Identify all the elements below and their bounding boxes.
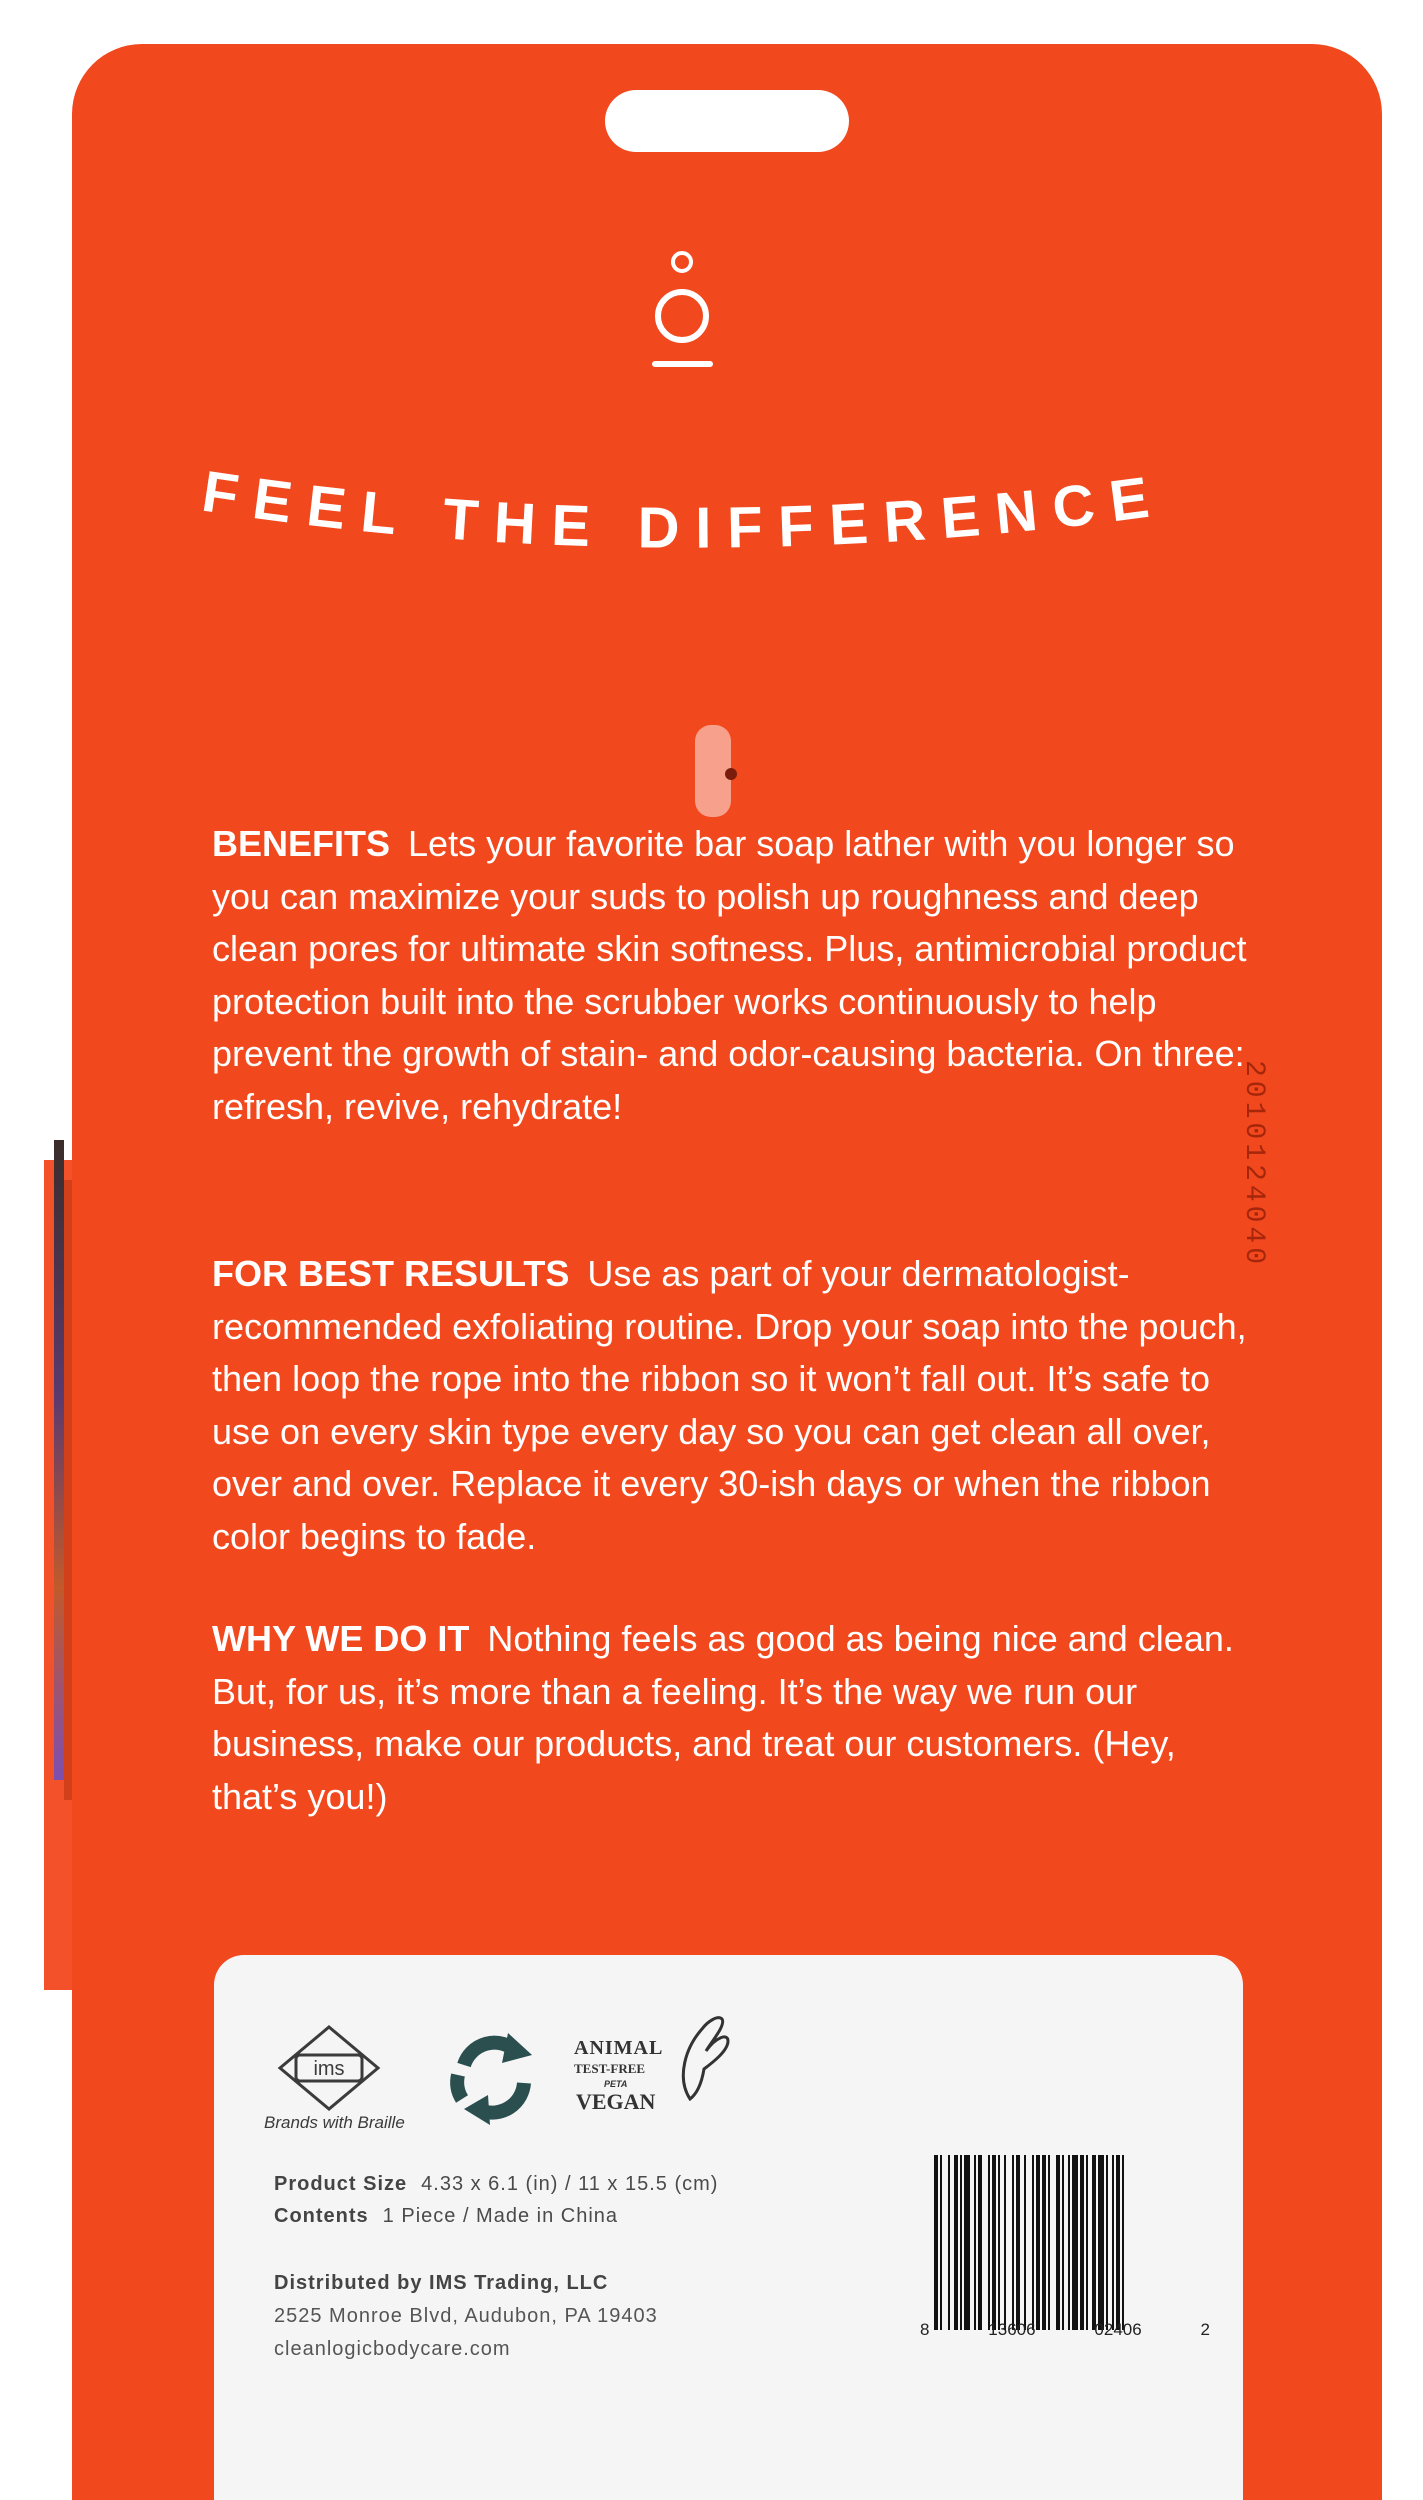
barcode-bar: [1072, 2155, 1078, 2330]
barcode-bar: [1016, 2155, 1020, 2330]
barcode-bar: [1080, 2155, 1084, 2330]
barcode-bar: [1062, 2155, 1064, 2330]
barcode-bar: [1056, 2155, 1060, 2330]
benefits-paragraph: [212, 818, 1247, 1133]
barcode-bar: [974, 2155, 976, 2330]
hang-tab-pin: [725, 768, 737, 780]
barcode-bar: [1098, 2155, 1104, 2330]
barcode-bar: [1086, 2155, 1088, 2330]
side-product-strip: [54, 1140, 64, 1780]
recycle-icon: [442, 2025, 542, 2129]
product-size-label: Product Size: [274, 2173, 408, 2195]
lot-code: 2010124040: [1238, 1060, 1269, 1269]
barcode-bar: [1004, 2155, 1006, 2330]
contents-row: [274, 2205, 618, 2228]
ims-caption: Brands with Braille: [264, 2113, 405, 2132]
distributor-address: 2525 Monroe Blvd, Audubon, PA 19403: [274, 2305, 658, 2327]
barcode: [934, 2155, 1194, 2330]
website-link[interactable]: cleanlogicbodycare.com: [274, 2338, 511, 2360]
barcode-bar: [1024, 2155, 1026, 2330]
barcode-bar: [1122, 2155, 1124, 2330]
barcode-bar: [1112, 2155, 1114, 2330]
barcode-bar: [940, 2155, 942, 2330]
barcode-bar: [960, 2155, 962, 2330]
barcode-bar: [948, 2155, 950, 2330]
distributor-name: Distributed by IMS Trading, LLC: [274, 2272, 609, 2294]
benefits-label: BENEFITS: [212, 823, 391, 864]
why-we-do-it-text: Nothing feels as good as being nice and clean. But, for us, it’s more than a feeling. It’s the way we run our business, make our products, and treat our customers. (Hey, that’s you!): [212, 1618, 1234, 1817]
barcode-digit-group: 8: [920, 2320, 930, 2339]
barcode-bar: [1068, 2155, 1070, 2330]
product-size-row: [274, 2173, 718, 2196]
info-panel: [214, 1955, 1243, 2500]
brand-logo-icon: [630, 230, 735, 380]
cert-vegan: VEGAN: [576, 2089, 656, 2114]
best-results-text: Use as part of your dermatologist-recommended exfoliating routine. Drop your soap into the pouch, then loop the rope into the ribbon so it won’t fall out. It’s safe to use on every skin type every day so you can get clean all over, over and over. Replace it every 30-ish days or when the ribbon color begins to fade.: [212, 1253, 1247, 1557]
barcode-bar: [988, 2155, 990, 2330]
barcode-bar: [1106, 2155, 1108, 2330]
why-we-do-it-label: WHY WE DO IT: [212, 1618, 470, 1659]
barcode-bar: [964, 2155, 970, 2330]
ims-braille-icon: [274, 2023, 384, 2113]
best-results-label: FOR BEST RESULTS: [212, 1253, 570, 1294]
barcode-bar: [1032, 2155, 1034, 2330]
barcode-bar: [1048, 2155, 1050, 2330]
headline-text: FEEL THE DIFFERENCE: [198, 458, 1169, 561]
barcode-bar: [934, 2155, 938, 2330]
benefits-text: Lets your favorite bar soap lather with you longer so you can maximize your suds to polish up roughness and deep clean pores for ultimate skin softness. Plus, antimicrobial product protection built into the scrubber works continuously to help prevent the growth of stain- and odor-causing bacteria. On three: refresh, revive, rehydrate!: [212, 823, 1247, 1127]
barcode-bar: [992, 2155, 996, 2330]
contents-label: Contents: [274, 2205, 369, 2227]
barcode-bar: [978, 2155, 982, 2330]
contents-value: 1 Piece / Made in China: [382, 2205, 619, 2227]
barcode-bar: [998, 2155, 1000, 2330]
barcode-bar: [1116, 2155, 1120, 2330]
barcode-digits: [920, 2320, 1210, 2340]
barcode-digit-group: 02406: [1094, 2320, 1142, 2339]
product-size-value: 4.33 x 6.1 (in) / 11 x 15.5 (cm): [421, 2173, 719, 2195]
barcode-bar: [1042, 2155, 1046, 2330]
bunny-icon: [672, 2007, 732, 2107]
cert-test-free: TEST-FREE: [574, 2061, 646, 2076]
headline-arc: [0, 440, 1423, 580]
ims-logo-text: ims: [313, 2058, 345, 2080]
why-we-do-it-paragraph: [212, 1613, 1247, 1823]
barcode-bar: [954, 2155, 958, 2330]
barcode-bar: [1012, 2155, 1014, 2330]
cert-peta: PETA: [604, 2079, 628, 2089]
barcode-bar: [1092, 2155, 1096, 2330]
barcode-bar: [1036, 2155, 1040, 2330]
barcode-digit-group: 2: [1200, 2320, 1210, 2339]
hang-hole: [605, 90, 849, 152]
barcode-digit-group: 13606: [988, 2320, 1036, 2339]
cert-animal: ANIMAL: [574, 2037, 664, 2059]
best-results-paragraph: [212, 1248, 1247, 1563]
